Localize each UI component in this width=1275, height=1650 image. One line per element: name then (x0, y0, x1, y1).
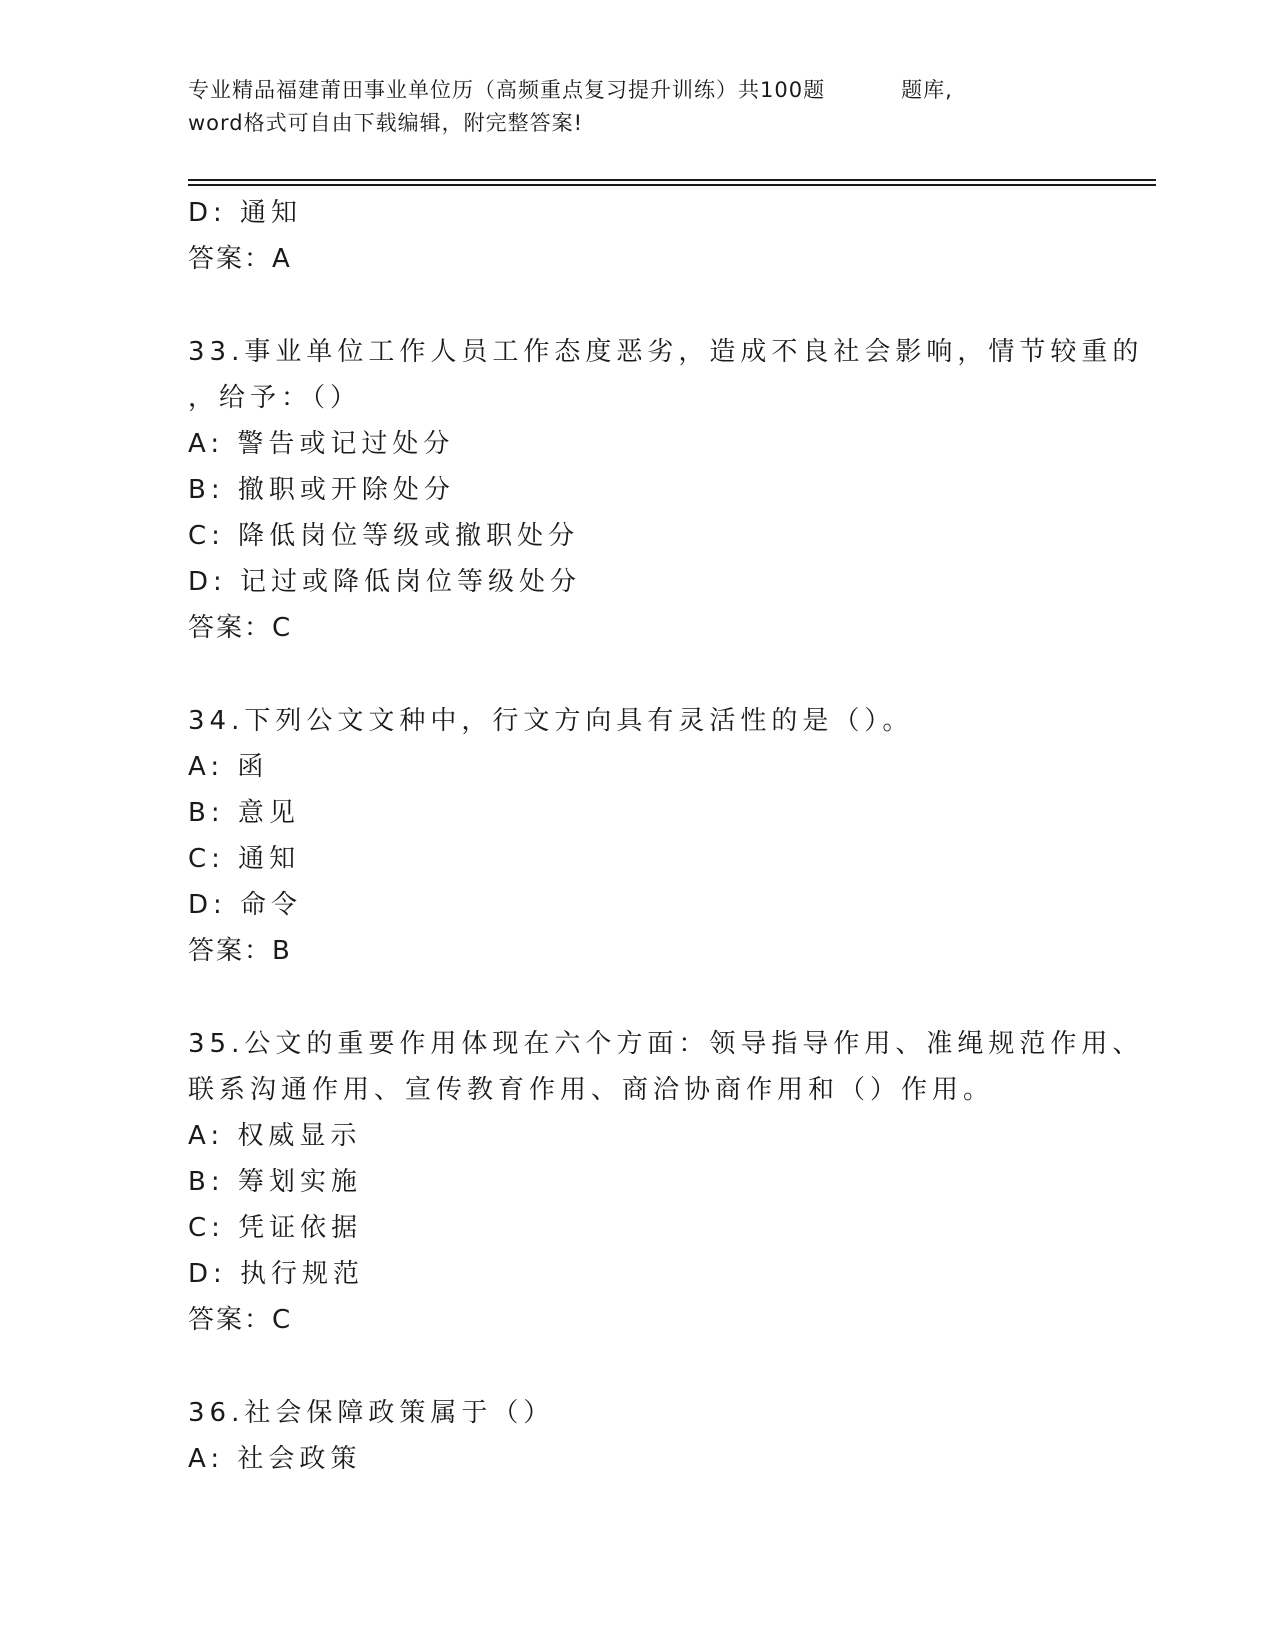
question-33 (188, 329, 1144, 652)
question-35-option-c: C: 凭证依据 (188, 1213, 363, 1243)
question-33-option-c: C: 降低岗位等级或撤职处分 (188, 521, 580, 551)
question-36-stem-line1: 36.社会保障政策属于（） (188, 1398, 555, 1428)
question-34-stem-line1: 34.下列公文文种中，行文方向具有灵活性的是（）。 (188, 706, 914, 736)
question-34-option-a: A: 函 (188, 752, 269, 782)
header-title-line (188, 74, 1068, 107)
question-35-answer: 答案：C (188, 1305, 293, 1335)
question-34-option-d: D: 命令 (188, 890, 303, 920)
question-33-option-b: B: 撤职或开除处分 (188, 475, 455, 505)
header-title: 专业精品福建莆田事业单位历（高频重点复习提升训练）共100题 (188, 78, 826, 102)
question-36-option-a: A: 社会政策 (188, 1444, 362, 1474)
header-rule-bottom (188, 184, 1156, 186)
question-36 (188, 1390, 1088, 1482)
question-35-option-a: A: 权威显示 (188, 1121, 362, 1151)
question-33-stem-line1: 33.事业单位工作人员工作态度恶劣，造成不良社会影响，情节较重的 (188, 337, 1144, 367)
question-35-stem-line1: 35.公文的重要作用体现在六个方面：领导指导作用、准绳规范作用、 (188, 1029, 1144, 1059)
header-rule-top (188, 179, 1156, 181)
question-34-option-b: B: 意见 (188, 798, 300, 828)
question-spacer (188, 652, 1088, 698)
question-34 (188, 698, 1088, 975)
prev-answer: 答案：A (188, 244, 292, 274)
question-content (188, 190, 1144, 1482)
prev-option-d: D: 通知 (188, 198, 303, 228)
question-35-option-b: B: 筹划实施 (188, 1167, 362, 1197)
question-spacer (188, 1344, 1088, 1390)
question-33-stem-line2: ，给予：（） (188, 383, 362, 413)
question-33-option-d: D: 记过或降低岗位等级处分 (188, 567, 582, 597)
question-spacer (188, 283, 1088, 329)
question-34-answer: 答案：B (188, 936, 292, 966)
question-35-stem-line2: 联系沟通作用、宣传教育作用、商洽协商作用和（）作用。 (188, 1075, 995, 1105)
question-33-option-a: A: 警告或记过处分 (188, 429, 455, 459)
question-spacer (188, 975, 1088, 1021)
page-header (188, 74, 1068, 140)
question-34-option-c: C: 通知 (188, 844, 301, 874)
question-33-answer: 答案：C (188, 613, 293, 643)
header-subtitle: word格式可自由下载编辑，附完整答案! (188, 111, 584, 135)
header-title-suffix: 题库, (901, 78, 953, 102)
question-35 (188, 1021, 1144, 1344)
question-35-option-d: D: 执行规范 (188, 1259, 365, 1289)
